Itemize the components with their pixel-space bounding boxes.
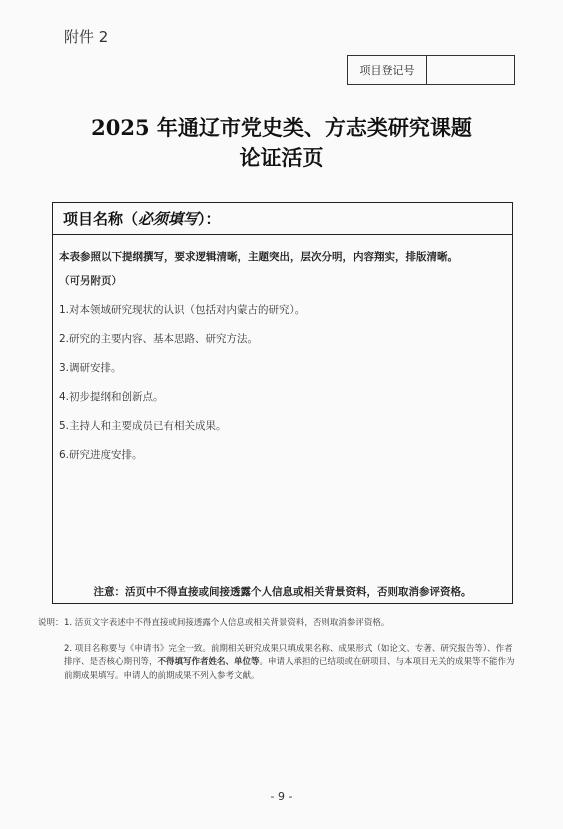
note-2-bold: 不得填写作者姓名、单位等 (157, 657, 260, 668)
registration-number-field[interactable] (427, 56, 514, 84)
outline-item: 6.研究进度安排。 (59, 449, 143, 461)
project-name-required: 必须填写 (138, 210, 199, 228)
outline-item: 4.初步提纲和创新点。 (59, 391, 164, 403)
outline-item: 3.调研安排。 (59, 362, 122, 374)
argument-form-frame (52, 202, 513, 604)
notes-label: 说明： (38, 618, 64, 628)
document-title-line2: 论证活页 (239, 145, 324, 170)
note-1: 1. 活页文字表述中不得直接或间接透露个人信息或相关背景资料，否则取消参评资格。 (64, 618, 390, 628)
project-name-row[interactable] (53, 203, 512, 235)
privacy-warning: 注意：活页中不得直接或间接透露个人信息或相关背景资料，否则取消参评资格。 (93, 586, 472, 598)
document-title-line1: 2025 年通辽市党史类、方志类研究课题 (91, 115, 472, 140)
attach-note: （可另附页） (59, 275, 122, 287)
project-name-suffix: ）： (198, 210, 221, 228)
attachment-label: 附件 2 (64, 28, 109, 46)
page-number: - 9 - (270, 790, 293, 803)
registration-number-label: 项目登记号 (348, 56, 427, 84)
outline-item: 1.对本领域研究现状的认识（包括对内蒙古的研究）。 (59, 304, 306, 316)
note-2-text-a: 2. 项目名称要与《申请书》完全一致。前期相关研究成果只填成果名称、成果形式（如论文、专著、研究报告等）、作者排序、是否核心期刊等， (64, 643, 513, 668)
project-name-label: 项目名称（ (63, 210, 139, 228)
outline-item: 2.研究的主要内容、基本思路、研究方法。 (59, 333, 259, 345)
note-2-text-b: 。申请人承担的已结项或在研项目、与本项目无关的成果等不能作为前期成果填写。申请人的前期成果不列入参考文献。 (64, 657, 515, 681)
explanation-notes (38, 617, 518, 693)
form-body[interactable] (53, 235, 512, 462)
registration-number-box (347, 55, 515, 85)
note-2 (38, 643, 518, 684)
form-instruction: 本表参照以下提纲撰写，要求逻辑清晰，主题突出，层次分明，内容翔实，排版清晰。 (59, 251, 458, 263)
outline-item: 5.主持人和主要成员已有相关成果。 (59, 420, 227, 432)
